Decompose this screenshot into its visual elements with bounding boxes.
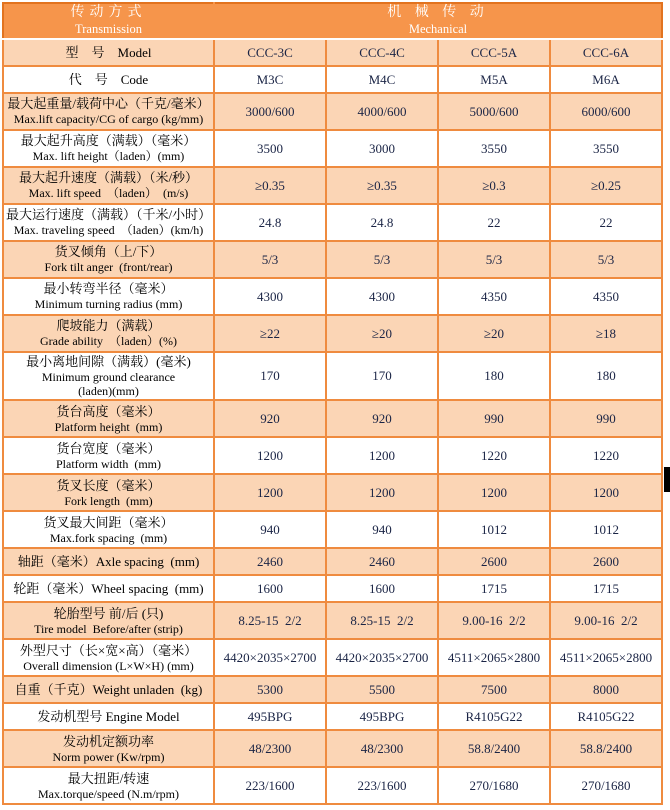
- spec-value-cell: ≥18: [550, 315, 662, 352]
- spec-value-cell: 6000/600: [550, 93, 662, 130]
- table-row: [3, 39, 662, 66]
- spec-label-cell: [3, 730, 214, 767]
- spec-label-line: 发动机型号 Engine Model: [37, 708, 180, 724]
- table-row: [3, 703, 662, 730]
- spec-value-cell: 180: [438, 352, 550, 400]
- spec-label-cell: [3, 241, 214, 278]
- spec-value-cell: 495BPG: [326, 703, 438, 730]
- spec-value-cell: 270/1680: [550, 767, 662, 804]
- spec-value-cell: 223/1600: [214, 767, 326, 804]
- spec-value-cell: 2460: [214, 548, 326, 575]
- spec-value-cell: 24.8: [214, 204, 326, 241]
- spec-value-cell: 4511×2065×2800: [550, 639, 662, 676]
- spec-value-cell: 4511×2065×2800: [438, 639, 550, 676]
- spec-value-cell: CCC-4C: [326, 39, 438, 66]
- spec-label-line: 外型尺寸（长×宽×高）（毫米）: [19, 642, 198, 658]
- spec-label-line: Minimum ground clearance: [41, 369, 176, 384]
- table-row: [3, 511, 662, 548]
- spec-label-line: 最小离地间隙（满载）(毫米): [26, 354, 191, 369]
- spec-label-line: 最大起重量/载荷中心（千克/毫米）: [7, 96, 210, 112]
- spec-value-cell: 48/2300: [214, 730, 326, 767]
- mechanical-label-zh: 机 械 传 动: [387, 5, 489, 21]
- spec-value-cell: 1200: [550, 474, 662, 511]
- spec-value-cell: 58.8/2400: [550, 730, 662, 767]
- spec-value-cell: 1600: [326, 575, 438, 602]
- spec-value-cell: 1200: [326, 474, 438, 511]
- table-row: [3, 676, 662, 703]
- spec-label-line: 货叉倾角（上/下）: [54, 244, 163, 260]
- spec-value-cell: ≥20: [438, 315, 550, 352]
- spec-value-cell: 8.25-15 2/2: [214, 602, 326, 639]
- spec-label-cell: [3, 93, 214, 130]
- spec-label-line: 最小转弯半径（毫米）: [43, 281, 174, 297]
- spec-value-cell: 495BPG: [214, 703, 326, 730]
- spec-label-cell: [3, 130, 214, 167]
- transmission-header-cell: [3, 3, 214, 39]
- spec-label-cell: [3, 278, 214, 315]
- spec-value-cell: 3500: [214, 130, 326, 167]
- spec-label-cell: [3, 400, 214, 437]
- spec-value-cell: 940: [326, 511, 438, 548]
- spec-label-cell: [3, 315, 214, 352]
- spec-label-line: Platform height (mm): [54, 419, 163, 434]
- spec-label-line: 轮胎型号 前/后 (只): [53, 605, 164, 621]
- table-row: [3, 66, 662, 93]
- spec-label-line: 发动机定额功率: [62, 733, 154, 749]
- table-row: [3, 602, 662, 639]
- spec-value-cell: 1200: [214, 474, 326, 511]
- scrollbar-thumb[interactable]: [664, 467, 670, 492]
- spec-value-cell: 8000: [550, 676, 662, 703]
- spec-label-cell: [3, 511, 214, 548]
- spec-label-cell: [3, 639, 214, 676]
- spec-value-cell: 180: [550, 352, 662, 400]
- spec-value-cell: 5/3: [550, 241, 662, 278]
- spec-table: [2, 2, 663, 805]
- spec-value-cell: 3000: [326, 130, 438, 167]
- spec-label-cell: [3, 575, 214, 602]
- spec-value-cell: 1220: [438, 437, 550, 474]
- table-row: [3, 352, 662, 400]
- spec-label-cell: [3, 39, 214, 66]
- table-row: [3, 400, 662, 437]
- spec-label-line: Fork length (mm): [64, 493, 153, 508]
- spec-label-cell: [3, 66, 214, 93]
- mechanical-header-cell: [214, 3, 662, 39]
- spec-value-cell: 223/1600: [326, 767, 438, 804]
- spec-label-cell: [3, 703, 214, 730]
- spec-label-line: 型 号 Model: [65, 44, 152, 60]
- spec-value-cell: 4000/600: [326, 93, 438, 130]
- spec-value-cell: 4350: [550, 278, 662, 315]
- spec-label-cell: [3, 352, 214, 400]
- spec-label-line: 轴距（毫米）Axle spacing (mm): [17, 553, 200, 569]
- spec-value-cell: 1715: [438, 575, 550, 602]
- spec-value-cell: ≥0.35: [214, 167, 326, 204]
- spec-label-line: Platform width (mm): [56, 456, 161, 471]
- spec-value-cell: R4105G22: [438, 703, 550, 730]
- spec-value-cell: 2600: [550, 548, 662, 575]
- spec-label-line: 最大起升速度（满载）（米/秒）: [18, 170, 199, 186]
- spec-value-cell: 2600: [438, 548, 550, 575]
- spec-value-cell: 22: [438, 204, 550, 241]
- spec-value-cell: 5500: [326, 676, 438, 703]
- table-row: [3, 767, 662, 804]
- spec-label-line: 自重（千克）Weight unladen (kg): [14, 681, 203, 697]
- spec-value-cell: 5/3: [326, 241, 438, 278]
- spec-label-line: Tire model Before/after (strip): [34, 621, 183, 636]
- spec-value-cell: 5/3: [438, 241, 550, 278]
- spec-value-cell: 24.8: [326, 204, 438, 241]
- spec-label-line: Max. lift height（laden）(mm): [32, 149, 185, 164]
- spec-value-cell: 48/2300: [326, 730, 438, 767]
- spec-label-line: Norm power (Kw/rpm): [52, 749, 165, 764]
- table-row: [3, 575, 662, 602]
- spec-value-cell: 1220: [550, 437, 662, 474]
- spec-label-cell: [3, 676, 214, 703]
- spec-table-body: [3, 39, 662, 804]
- spec-label-line: Max.fork spacing (mm): [49, 530, 168, 545]
- spec-value-cell: 4300: [214, 278, 326, 315]
- spec-value-cell: 5000/600: [438, 93, 550, 130]
- spec-label-line: 最大起升高度（满载）（毫米）: [20, 133, 197, 149]
- spec-label-line: Overall dimension (L×W×H) (mm): [23, 658, 194, 673]
- spec-value-cell: 1715: [550, 575, 662, 602]
- spec-value-cell: 4350: [438, 278, 550, 315]
- spec-label-line: Max. lift speed （laden） (m/s): [28, 186, 189, 201]
- transmission-label-en: Transmission: [75, 22, 142, 37]
- spec-label-line: 货台宽度（毫米）: [56, 440, 161, 456]
- spec-value-cell: 5300: [214, 676, 326, 703]
- spec-value-cell: ≥20: [326, 315, 438, 352]
- table-row: [3, 730, 662, 767]
- spec-value-cell: R4105G22: [550, 703, 662, 730]
- spec-value-cell: 58.8/2400: [438, 730, 550, 767]
- spec-label-cell: [3, 437, 214, 474]
- spec-value-cell: 990: [550, 400, 662, 437]
- spec-value-cell: 5/3: [214, 241, 326, 278]
- table-row: [3, 474, 662, 511]
- spec-value-cell: 1012: [438, 511, 550, 548]
- transmission-label-zh: 传动方式: [70, 5, 147, 21]
- spec-label-cell: [3, 474, 214, 511]
- table-header-row: [3, 3, 662, 39]
- spec-value-cell: 9.00-16 2/2: [550, 602, 662, 639]
- spec-value-cell: 3550: [438, 130, 550, 167]
- table-row: [3, 315, 662, 352]
- spec-value-cell: 1200: [326, 437, 438, 474]
- spec-value-cell: 2460: [326, 548, 438, 575]
- table-row: [3, 278, 662, 315]
- spec-value-cell: 8.25-15 2/2: [326, 602, 438, 639]
- spec-value-cell: ≥0.3: [438, 167, 550, 204]
- mechanical-label-en: Mechanical: [408, 22, 468, 37]
- spec-label-cell: [3, 767, 214, 804]
- table-row: [3, 548, 662, 575]
- spec-value-cell: M6A: [550, 66, 662, 93]
- spec-value-cell: CCC-3C: [214, 39, 326, 66]
- spec-label-line: Max.lift capacity/CG of cargo (kg/mm): [13, 112, 204, 127]
- spec-value-cell: 4420×2035×2700: [214, 639, 326, 676]
- spec-value-cell: 1200: [214, 437, 326, 474]
- spec-value-cell: 3000/600: [214, 93, 326, 130]
- spec-value-cell: 3550: [550, 130, 662, 167]
- spec-value-cell: 4300: [326, 278, 438, 315]
- spec-value-cell: M5A: [438, 66, 550, 93]
- spec-value-cell: ≥0.25: [550, 167, 662, 204]
- spec-value-cell: 4420×2035×2700: [326, 639, 438, 676]
- spec-value-cell: 920: [214, 400, 326, 437]
- spec-value-cell: 270/1680: [438, 767, 550, 804]
- spec-value-cell: ≥0.35: [326, 167, 438, 204]
- spec-value-cell: ≥22: [214, 315, 326, 352]
- spec-label-line: Grade ability （laden）(%): [40, 334, 177, 349]
- spec-label-line: 轮距（毫米）Wheel spacing (mm): [13, 580, 204, 596]
- spec-value-cell: 940: [214, 511, 326, 548]
- table-row: [3, 639, 662, 676]
- spec-label-line: 货叉最大间距（毫米）: [43, 514, 174, 530]
- spec-label-line: 货台高度（毫米）: [56, 403, 161, 419]
- spec-label-line: (laden)(mm): [78, 384, 139, 399]
- spec-label-line: 代 号 Code: [68, 71, 149, 87]
- table-row: [3, 130, 662, 167]
- spec-label-line: 最大扭距/转速: [67, 770, 150, 786]
- spec-label-line: Max.torque/speed (N.m/rpm): [38, 786, 179, 801]
- spec-label-cell: [3, 167, 214, 204]
- spec-value-cell: 990: [438, 400, 550, 437]
- spec-label-line: Fork tilt anger (front/rear): [44, 260, 173, 275]
- table-row: [3, 204, 662, 241]
- spec-value-cell: M4C: [326, 66, 438, 93]
- spec-label-cell: [3, 204, 214, 241]
- table-row: [3, 93, 662, 130]
- spec-value-cell: 1200: [438, 474, 550, 511]
- spec-value-cell: 22: [550, 204, 662, 241]
- spec-label-line: 最大运行速度（满载）（千米/小时）: [6, 207, 212, 223]
- spec-value-cell: 920: [326, 400, 438, 437]
- spec-value-cell: M3C: [214, 66, 326, 93]
- spec-label-cell: [3, 602, 214, 639]
- spec-label-line: Max. traveling speed （laden）(km/h): [13, 223, 204, 238]
- spec-value-cell: 1012: [550, 511, 662, 548]
- spec-value-cell: 1600: [214, 575, 326, 602]
- spec-value-cell: 7500: [438, 676, 550, 703]
- spec-value-cell: 170: [214, 352, 326, 400]
- spec-label-line: 货叉长度（毫米）: [56, 477, 161, 493]
- spec-label-cell: [3, 548, 214, 575]
- spec-value-cell: 170: [326, 352, 438, 400]
- spec-label-line: 爬坡能力（满载）: [56, 318, 161, 334]
- spec-value-cell: 9.00-16 2/2: [438, 602, 550, 639]
- spec-value-cell: CCC-6A: [550, 39, 662, 66]
- spec-value-cell: CCC-5A: [438, 39, 550, 66]
- spec-label-line: Minimum turning radius (mm): [34, 297, 183, 312]
- table-row: [3, 167, 662, 204]
- table-row: [3, 241, 662, 278]
- table-row: [3, 437, 662, 474]
